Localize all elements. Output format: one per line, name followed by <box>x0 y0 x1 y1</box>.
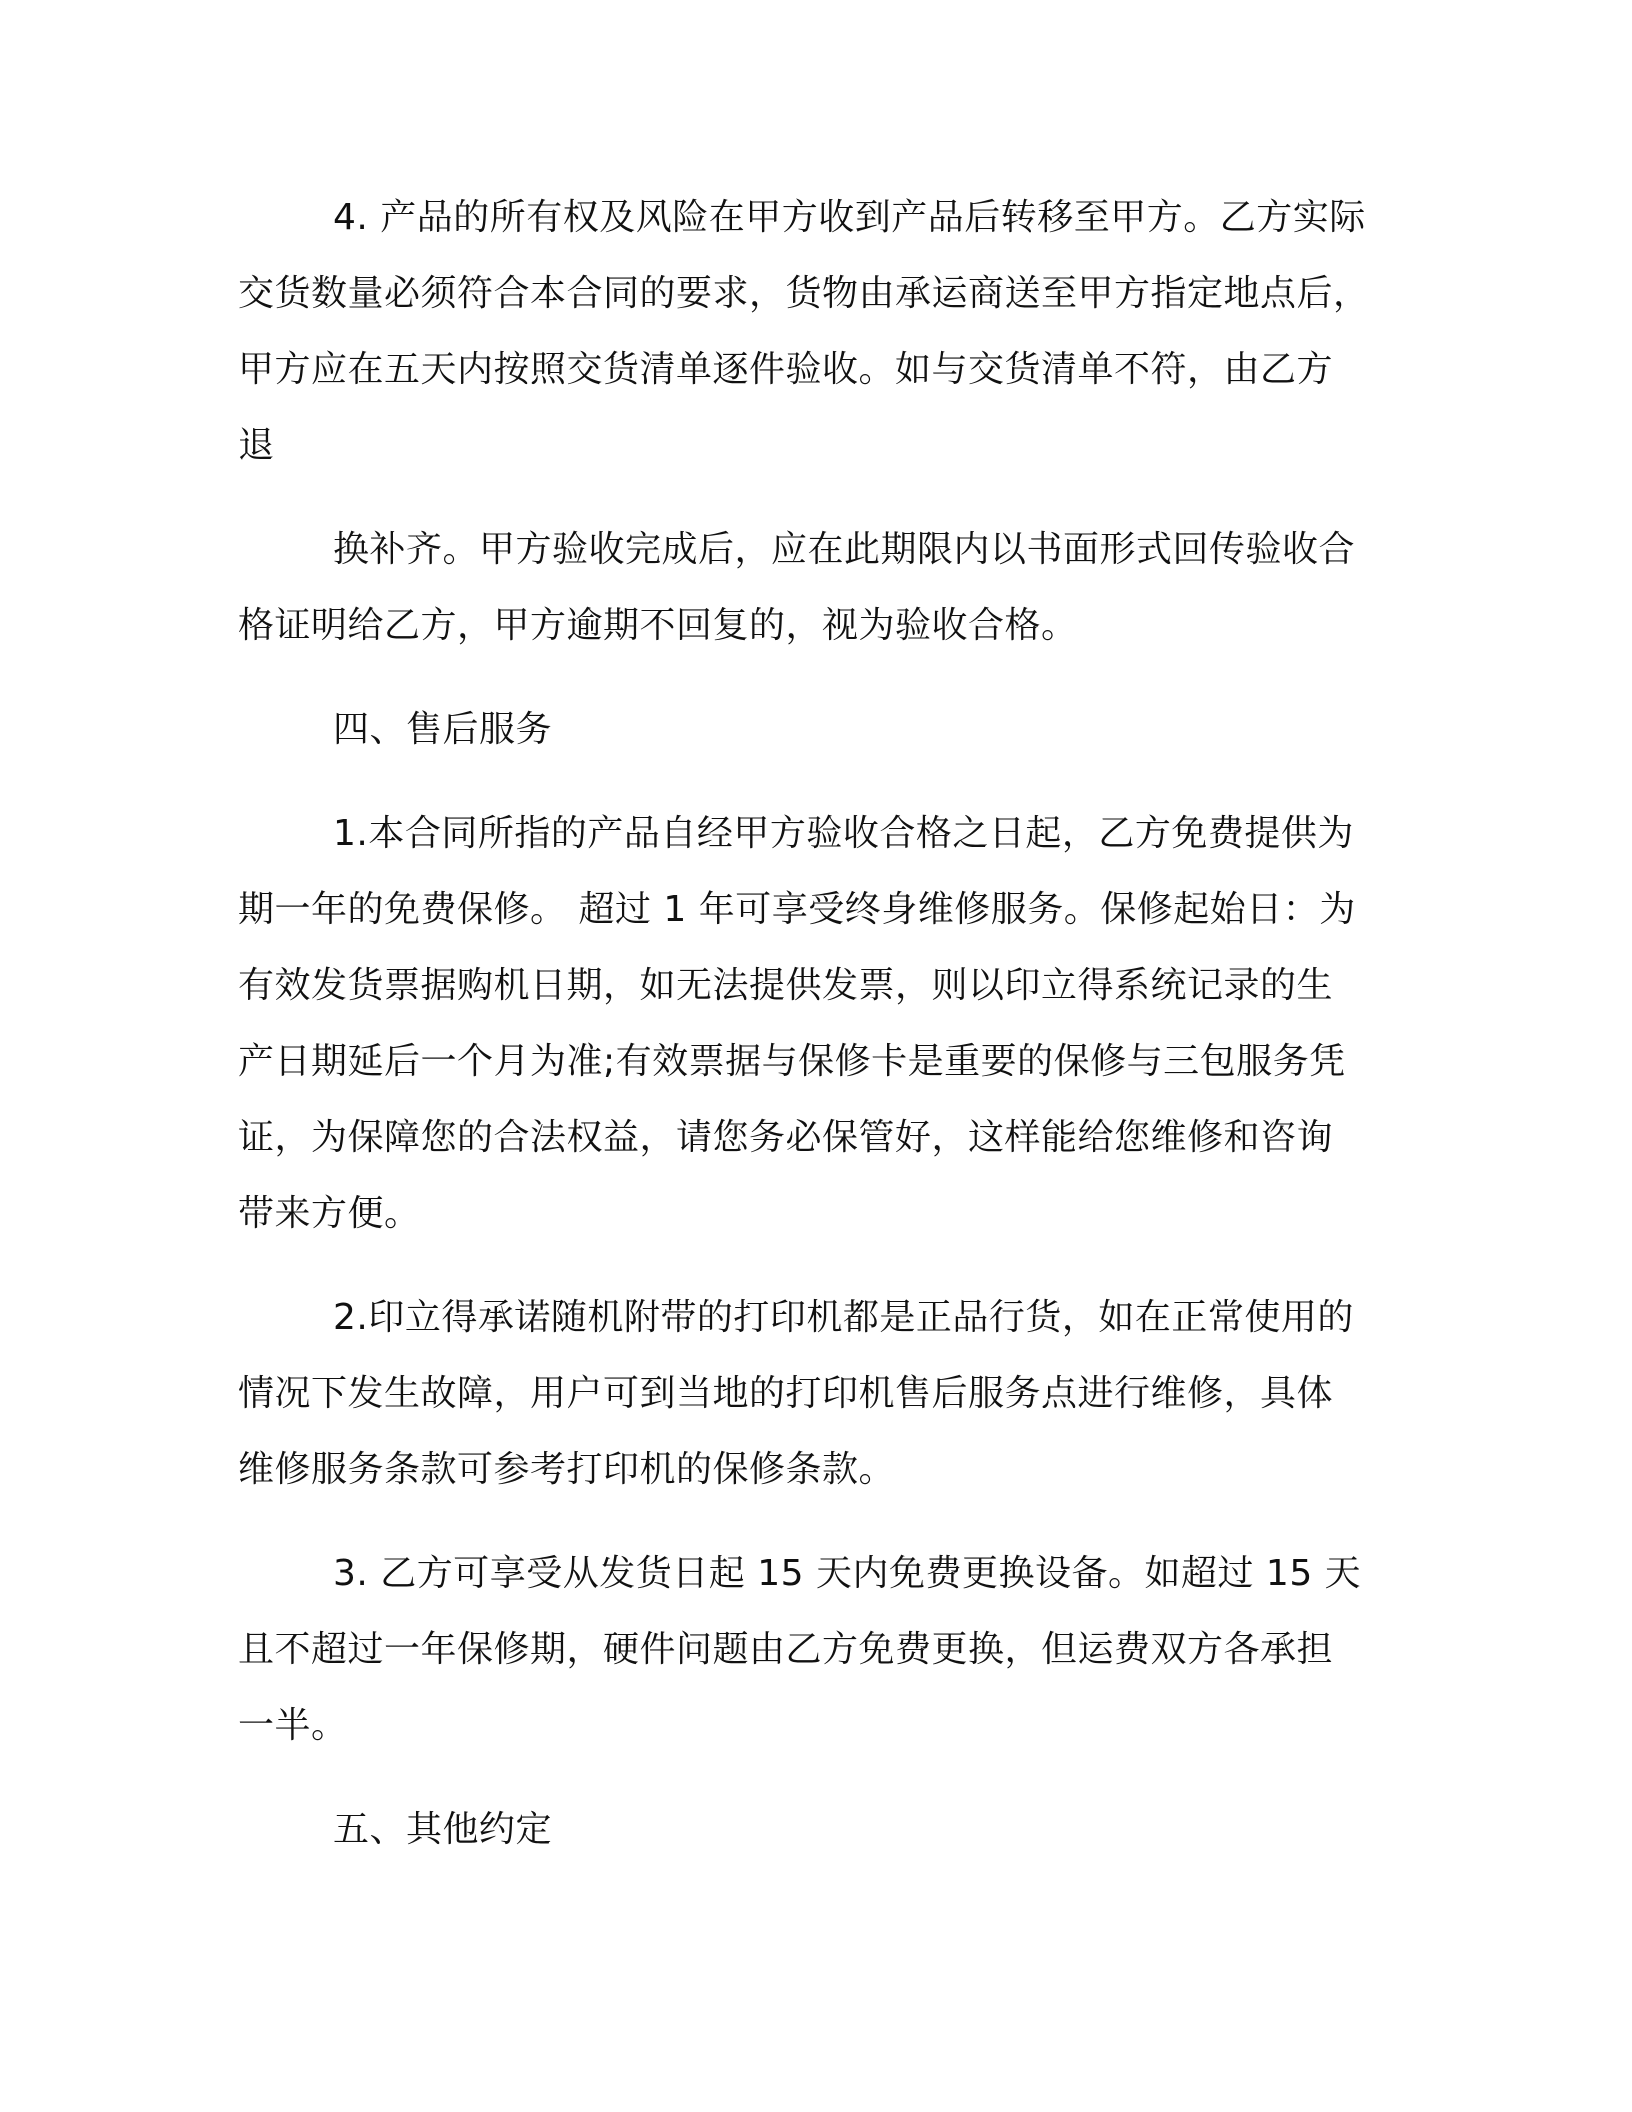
item-2-line-1: 2.印立得承诺随机附带的打印机都是正品行货，如在正常使用的 <box>333 1297 1354 1338</box>
paragraph-4-cont-line-2: 格证明给乙方，甲方逾期不回复的，视为验收合格。 <box>238 605 1078 646</box>
item-1-line-2: 期一年的免费保修。 超过 1 年可享受终身维修服务。保修起始日：为 <box>238 889 1356 930</box>
paragraph-4-line-4: 退 <box>238 425 275 466</box>
item-3-line-3: 一半。 <box>238 1705 348 1746</box>
section-4-heading: 四、售后服务 <box>333 709 553 750</box>
item-1-line-3: 有效发货票据购机日期，如无法提供发票，则以印立得系统记录的生 <box>238 965 1334 1006</box>
item-3-line-2: 且不超过一年保修期，硬件问题由乙方免费更换，但运费双方各承担 <box>238 1629 1334 1670</box>
section-5-heading: 五、其他约定 <box>333 1809 553 1850</box>
item-2-line-3: 维修服务条款可参考打印机的保修条款。 <box>238 1449 896 1490</box>
item-1-line-4: 产日期延后一个月为准;有效票据与保修卡是重要的保修与三包服务凭 <box>238 1041 1346 1082</box>
item-1-line-5: 证，为保障您的合法权益，请您务必保管好，这样能给您维修和咨询 <box>238 1117 1334 1158</box>
paragraph-4-line-2: 交货数量必须符合本合同的要求，货物由承运商送至甲方指定地点后， <box>238 273 1370 314</box>
item-1-line-6: 带来方便。 <box>238 1193 421 1234</box>
paragraph-4-cont-line-1: 换补齐。甲方验收完成后，应在此期限内以书面形式回传验收合 <box>333 529 1356 570</box>
item-1-line-1: 1.本合同所指的产品自经甲方验收合格之日起，乙方免费提供为 <box>333 813 1354 854</box>
item-2-line-2: 情况下发生故障，用户可到当地的打印机售后服务点进行维修，具体 <box>238 1373 1334 1414</box>
paragraph-4-line-1: 4. 产品的所有权及风险在甲方收到产品后转移至甲方。乙方实际 <box>333 197 1366 238</box>
paragraph-4-line-3: 甲方应在五天内按照交货清单逐件验收。如与交货清单不符，由乙方 <box>238 349 1334 390</box>
item-3-line-1: 3. 乙方可享受从发货日起 15 天内免费更换设备。如超过 15 天 <box>333 1553 1362 1594</box>
